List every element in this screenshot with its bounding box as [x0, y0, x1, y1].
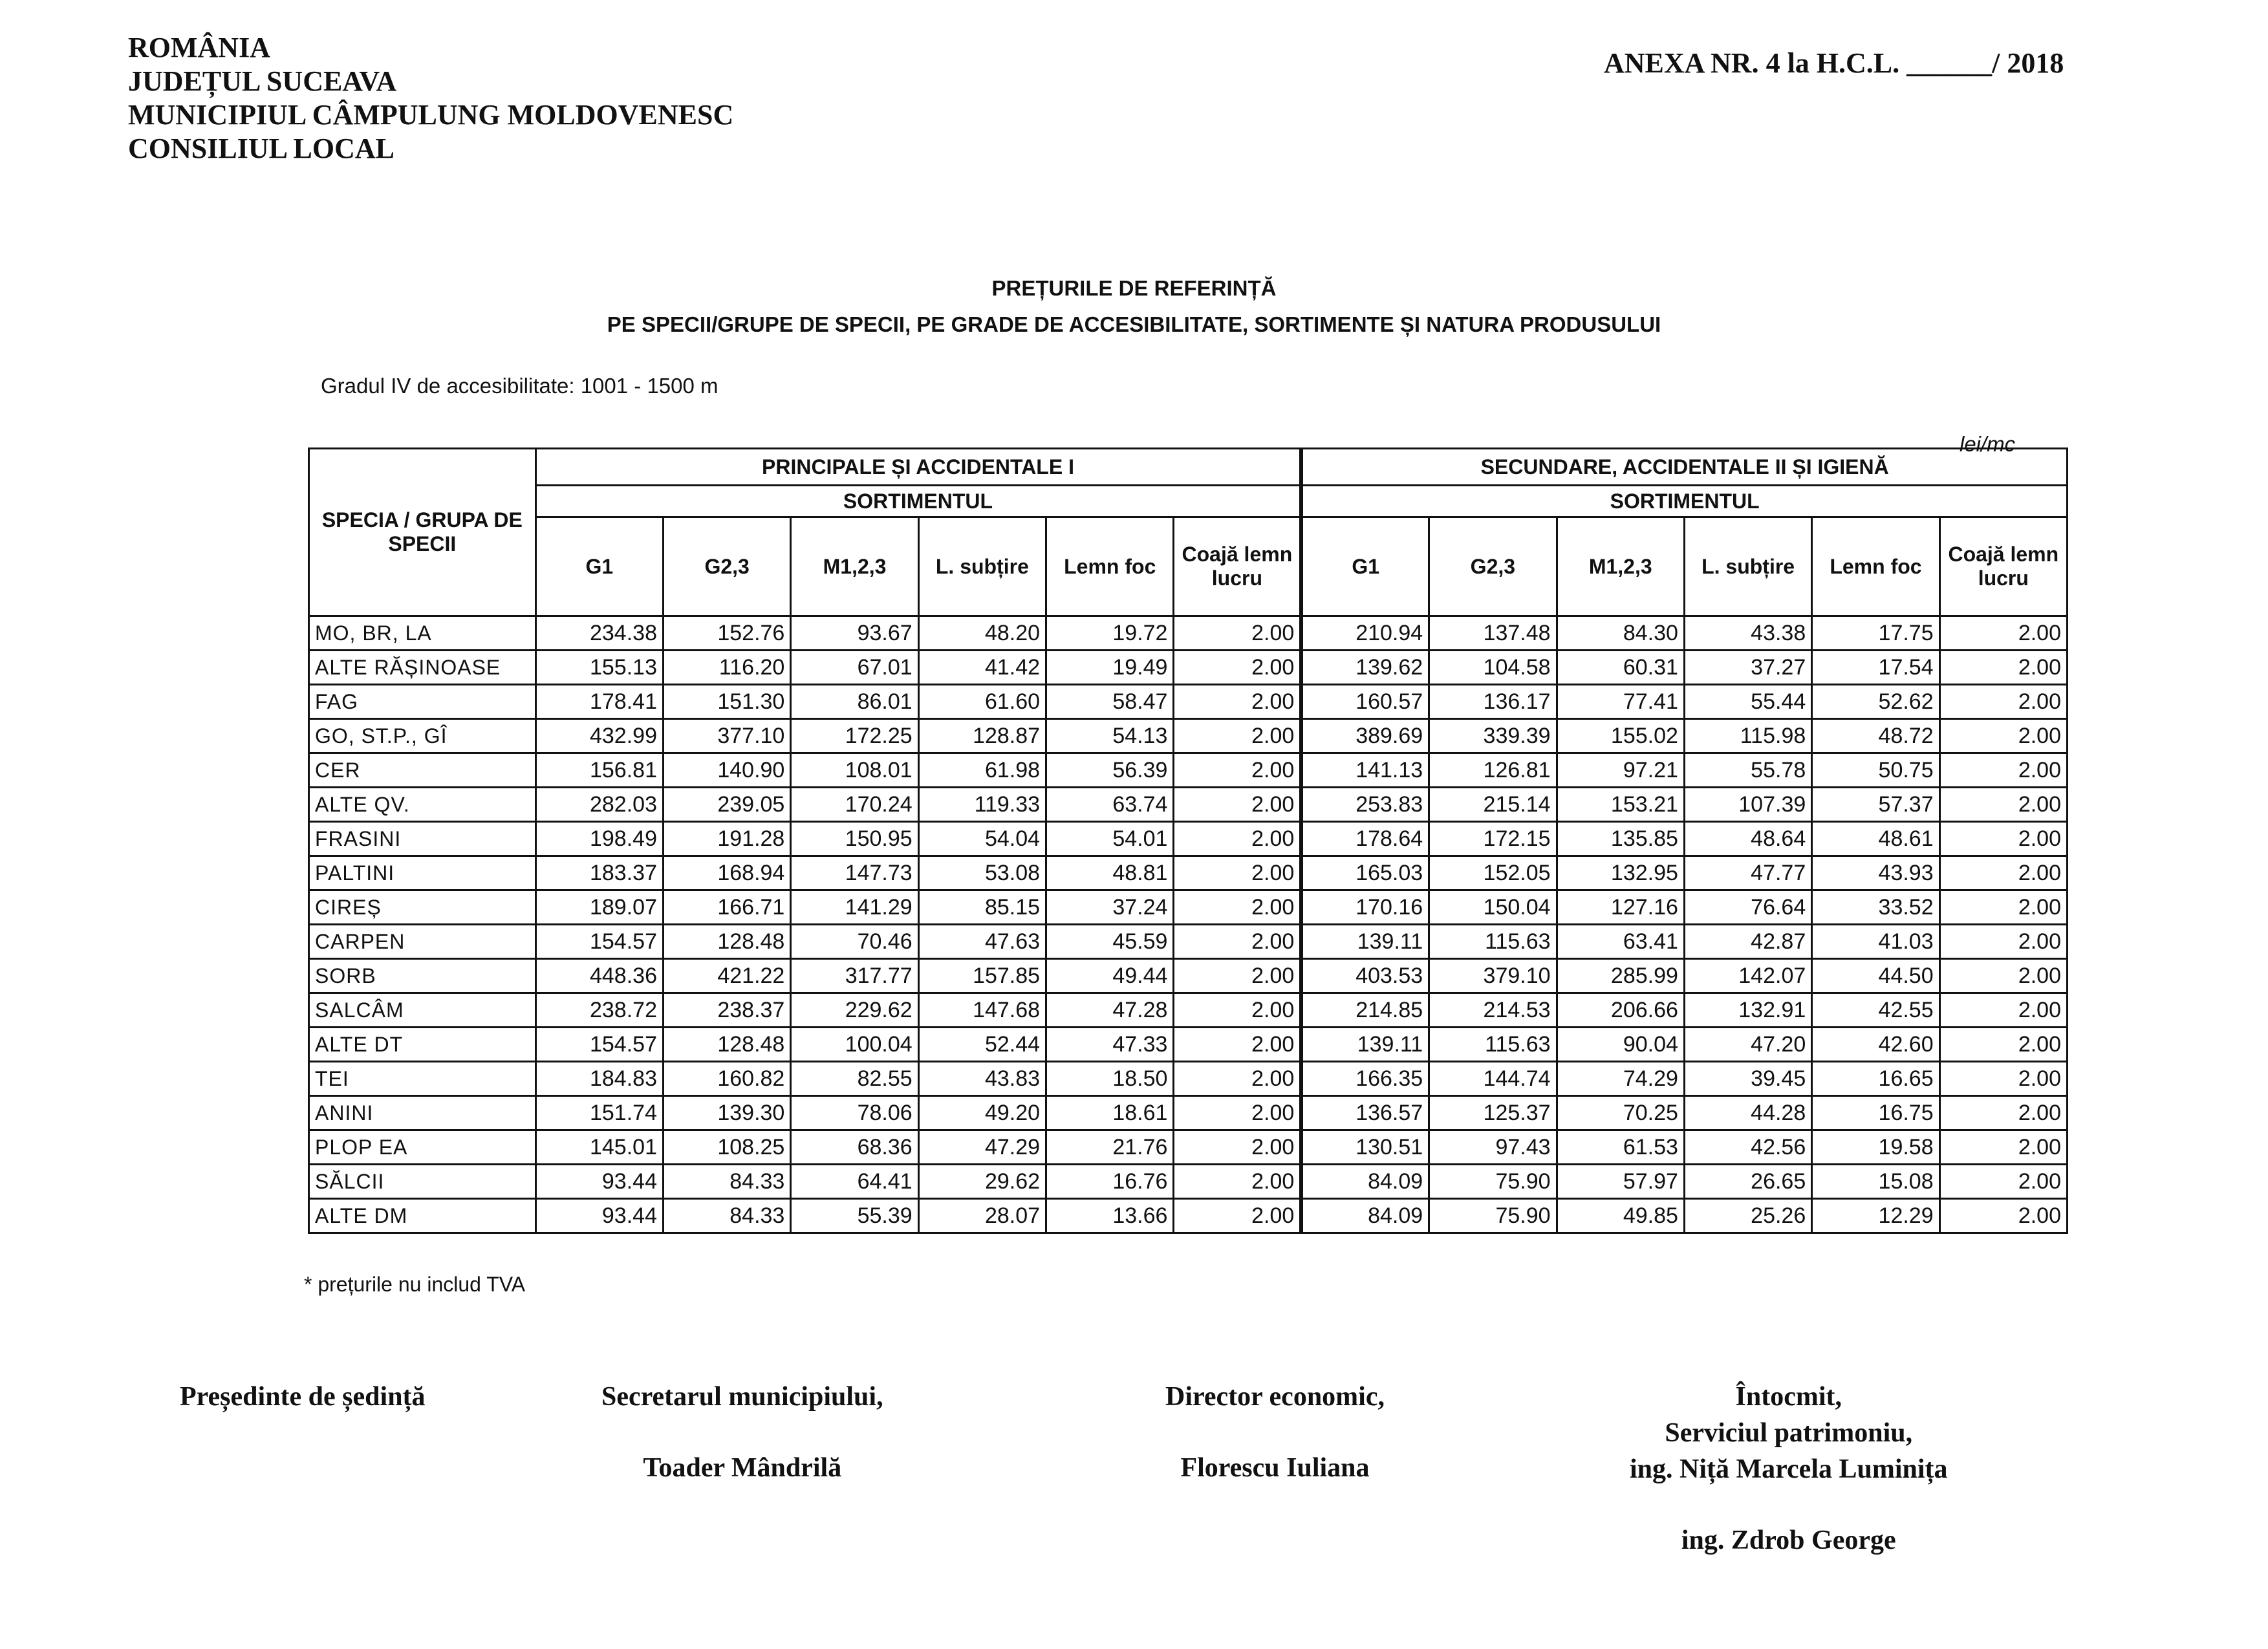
price-cell: 2.00 — [1939, 1028, 2067, 1062]
price-cell: 139.30 — [663, 1096, 790, 1130]
price-cell: 47.20 — [1684, 1028, 1811, 1062]
col-header-g1: G1 — [535, 517, 663, 616]
price-cell: 2.00 — [1174, 616, 1301, 651]
price-cell: 168.94 — [663, 856, 790, 890]
price-cell: 43.38 — [1684, 616, 1811, 651]
price-cell: 172.25 — [791, 719, 918, 753]
price-cell: 178.64 — [1301, 822, 1429, 856]
price-cell: 39.45 — [1684, 1062, 1811, 1096]
table-row — [309, 1130, 2068, 1165]
price-cell: 2.00 — [1939, 993, 2067, 1028]
issuer-line-council: CONSILIUL LOCAL — [128, 133, 395, 164]
issuer-line-country: ROMÂNIA — [128, 32, 270, 63]
price-cell: 75.90 — [1429, 1165, 1557, 1199]
price-cell: 139.11 — [1301, 1028, 1429, 1062]
price-cell: 49.44 — [1046, 959, 1174, 993]
price-cell: 2.00 — [1939, 959, 2067, 993]
species-cell: ANINI — [309, 1096, 536, 1130]
price-cell: 18.50 — [1046, 1062, 1174, 1096]
price-cell: 282.03 — [535, 788, 663, 822]
price-cell: 13.66 — [1046, 1199, 1174, 1233]
species-cell: CER — [309, 753, 536, 788]
col-header-coaja: Coajă lemn lucru — [1174, 517, 1301, 616]
price-cell: 93.44 — [535, 1199, 663, 1233]
price-cell: 84.09 — [1301, 1165, 1429, 1199]
price-cell: 115.98 — [1684, 719, 1811, 753]
price-cell: 2.00 — [1174, 1130, 1301, 1165]
price-cell: 214.85 — [1301, 993, 1429, 1028]
table-row — [309, 890, 2068, 925]
price-cell: 37.27 — [1684, 651, 1811, 685]
species-cell: GO, ST.P., GÎ — [309, 719, 536, 753]
table-row — [309, 753, 2068, 788]
price-cell: 238.37 — [663, 993, 790, 1028]
price-cell: 141.29 — [791, 890, 918, 925]
price-table-body — [309, 616, 2068, 1233]
price-cell: 151.30 — [663, 685, 790, 719]
price-cell: 21.76 — [1046, 1130, 1174, 1165]
author-title: Întocmit, — [1735, 1382, 1842, 1412]
price-cell: 137.48 — [1429, 616, 1557, 651]
price-cell: 2.00 — [1174, 1062, 1301, 1096]
price-cell: 52.44 — [918, 1028, 1046, 1062]
price-cell: 151.74 — [535, 1096, 663, 1130]
price-cell: 55.39 — [791, 1199, 918, 1233]
price-cell: 42.56 — [1684, 1130, 1811, 1165]
price-cell: 2.00 — [1174, 1165, 1301, 1199]
price-cell: 2.00 — [1174, 753, 1301, 788]
table-row — [309, 856, 2068, 890]
price-cell: 18.61 — [1046, 1096, 1174, 1130]
price-cell: 84.33 — [663, 1165, 790, 1199]
price-cell: 239.05 — [663, 788, 790, 822]
price-cell: 132.91 — [1684, 993, 1811, 1028]
price-cell: 55.44 — [1684, 685, 1811, 719]
price-cell: 41.42 — [918, 651, 1046, 685]
price-cell: 48.20 — [918, 616, 1046, 651]
price-cell: 48.72 — [1812, 719, 1939, 753]
table-row — [309, 993, 2068, 1028]
price-cell: 77.41 — [1557, 685, 1684, 719]
species-cell: ALTE DM — [309, 1199, 536, 1233]
price-cell: 47.29 — [918, 1130, 1046, 1165]
price-cell: 15.08 — [1812, 1165, 1939, 1199]
table-row — [309, 1165, 2068, 1199]
species-cell: ALTE DT — [309, 1028, 536, 1062]
price-cell: 128.48 — [663, 1028, 790, 1062]
price-cell: 55.78 — [1684, 753, 1811, 788]
signature-president — [180, 1379, 426, 1415]
title-line-1: PREȚURILE DE REFERINȚĂ — [991, 276, 1277, 300]
price-cell: 48.61 — [1812, 822, 1939, 856]
price-cell: 139.62 — [1301, 651, 1429, 685]
sortiment-header-secondary: SORTIMENTUL — [1301, 486, 2067, 517]
price-cell: 421.22 — [663, 959, 790, 993]
col-header-g1: G1 — [1301, 517, 1429, 616]
price-cell: 115.63 — [1429, 925, 1557, 959]
price-cell: 86.01 — [791, 685, 918, 719]
price-cell: 119.33 — [918, 788, 1046, 822]
species-cell: PALTINI — [309, 856, 536, 890]
price-cell: 93.67 — [791, 616, 918, 651]
group-header-principal: PRINCIPALE ȘI ACCIDENTALE I — [535, 449, 1301, 486]
price-cell: 33.52 — [1812, 890, 1939, 925]
price-cell: 142.07 — [1684, 959, 1811, 993]
price-cell: 2.00 — [1939, 719, 2067, 753]
price-cell: 2.00 — [1939, 890, 2067, 925]
price-cell: 19.58 — [1812, 1130, 1939, 1165]
table-row — [309, 959, 2068, 993]
price-cell: 61.98 — [918, 753, 1046, 788]
price-table — [308, 447, 2068, 1234]
price-cell: 26.65 — [1684, 1165, 1811, 1199]
price-cell: 253.83 — [1301, 788, 1429, 822]
price-cell: 56.39 — [1046, 753, 1174, 788]
price-cell: 44.50 — [1812, 959, 1939, 993]
price-cell: 2.00 — [1174, 993, 1301, 1028]
price-cell: 53.08 — [918, 856, 1046, 890]
price-cell: 47.33 — [1046, 1028, 1174, 1062]
col-header-lemn-foc: Lemn foc — [1046, 517, 1174, 616]
price-cell: 115.63 — [1429, 1028, 1557, 1062]
price-cell: 85.15 — [918, 890, 1046, 925]
price-cell: 84.33 — [663, 1199, 790, 1233]
table-row — [309, 1096, 2068, 1130]
price-cell: 97.43 — [1429, 1130, 1557, 1165]
price-cell: 155.13 — [535, 651, 663, 685]
price-cell: 126.81 — [1429, 753, 1557, 788]
price-cell: 2.00 — [1939, 856, 2067, 890]
issuer-header — [128, 31, 733, 166]
price-cell: 155.02 — [1557, 719, 1684, 753]
price-cell: 160.82 — [663, 1062, 790, 1096]
price-cell: 153.21 — [1557, 788, 1684, 822]
price-cell: 16.76 — [1046, 1165, 1174, 1199]
price-cell: 44.28 — [1684, 1096, 1811, 1130]
species-cell: ALTE RĂȘINOASE — [309, 651, 536, 685]
price-cell: 70.25 — [1557, 1096, 1684, 1130]
footnote: * prețurile nu includ TVA — [304, 1273, 526, 1296]
president-title: Președinte de ședință — [180, 1382, 426, 1412]
species-cell: SĂLCII — [309, 1165, 536, 1199]
price-cell: 2.00 — [1939, 925, 2067, 959]
price-cell: 229.62 — [791, 993, 918, 1028]
issuer-line-county: JUDEȚUL SUCEAVA — [128, 65, 397, 97]
price-cell: 198.49 — [535, 822, 663, 856]
price-cell: 2.00 — [1174, 1096, 1301, 1130]
species-cell: CIREȘ — [309, 890, 536, 925]
price-cell: 448.36 — [535, 959, 663, 993]
price-cell: 191.28 — [663, 822, 790, 856]
price-cell: 12.29 — [1812, 1199, 1939, 1233]
signature-author — [1630, 1379, 1948, 1558]
species-cell: FRASINI — [309, 822, 536, 856]
price-cell: 147.68 — [918, 993, 1046, 1028]
price-cell: 389.69 — [1301, 719, 1429, 753]
table-row — [309, 925, 2068, 959]
species-column-header: SPECIA / GRUPA DE SPECII — [309, 449, 536, 616]
price-cell: 108.25 — [663, 1130, 790, 1165]
price-cell: 2.00 — [1939, 1096, 2067, 1130]
price-cell: 2.00 — [1939, 651, 2067, 685]
price-cell: 2.00 — [1939, 1062, 2067, 1096]
col-header-lemn-foc: Lemn foc — [1812, 517, 1939, 616]
price-cell: 215.14 — [1429, 788, 1557, 822]
price-cell: 206.66 — [1557, 993, 1684, 1028]
price-cell: 2.00 — [1939, 753, 2067, 788]
title-line-2: PE SPECII/GRUPE DE SPECII, PE GRADE DE ACCESIBILITATE, SORTIMENTE ȘI NATURA PRODUSULUI — [607, 312, 1661, 336]
species-cell: CARPEN — [309, 925, 536, 959]
price-cell: 28.07 — [918, 1199, 1046, 1233]
price-cell: 42.87 — [1684, 925, 1811, 959]
price-cell: 104.58 — [1429, 651, 1557, 685]
secretary-title: Secretarul municipiului, — [601, 1382, 883, 1412]
price-cell: 47.77 — [1684, 856, 1811, 890]
price-cell: 68.36 — [791, 1130, 918, 1165]
price-cell: 90.04 — [1557, 1028, 1684, 1062]
price-cell: 49.85 — [1557, 1199, 1684, 1233]
price-cell: 82.55 — [791, 1062, 918, 1096]
price-cell: 189.07 — [535, 890, 663, 925]
price-cell: 2.00 — [1939, 1130, 2067, 1165]
price-cell: 2.00 — [1174, 788, 1301, 822]
price-cell: 48.64 — [1684, 822, 1811, 856]
price-cell: 140.90 — [663, 753, 790, 788]
price-cell: 64.41 — [791, 1165, 918, 1199]
price-cell: 130.51 — [1301, 1130, 1429, 1165]
price-cell: 49.20 — [918, 1096, 1046, 1130]
price-cell: 48.81 — [1046, 856, 1174, 890]
sortiment-header-principal: SORTIMENTUL — [535, 486, 1301, 517]
price-cell: 2.00 — [1939, 616, 2067, 651]
price-cell: 166.35 — [1301, 1062, 1429, 1096]
price-cell: 84.09 — [1301, 1199, 1429, 1233]
price-cell: 339.39 — [1429, 719, 1557, 753]
price-cell: 19.72 — [1046, 616, 1174, 651]
species-cell: ALTE QV. — [309, 788, 536, 822]
col-header-lsubtire: L. subțire — [918, 517, 1046, 616]
price-cell: 42.60 — [1812, 1028, 1939, 1062]
author-name-1: ing. Niță Marcela Luminița — [1630, 1454, 1948, 1484]
price-cell: 2.00 — [1939, 822, 2067, 856]
price-cell: 2.00 — [1174, 890, 1301, 925]
price-cell: 157.85 — [918, 959, 1046, 993]
species-cell: TEI — [309, 1062, 536, 1096]
price-cell: 154.57 — [535, 1028, 663, 1062]
price-cell: 107.39 — [1684, 788, 1811, 822]
price-cell: 165.03 — [1301, 856, 1429, 890]
price-cell: 183.37 — [535, 856, 663, 890]
secretary-name: Toader Mândrilă — [643, 1453, 842, 1483]
price-cell: 42.55 — [1812, 993, 1939, 1028]
price-cell: 141.13 — [1301, 753, 1429, 788]
price-cell: 234.38 — [535, 616, 663, 651]
group-header-secondary: SECUNDARE, ACCIDENTALE II ȘI IGIENĂ — [1301, 449, 2067, 486]
accessibility-grade: Gradul IV de accesibilitate: 1001 - 1500 m — [321, 374, 718, 398]
price-cell: 67.01 — [791, 651, 918, 685]
price-cell: 52.62 — [1812, 685, 1939, 719]
price-cell: 25.26 — [1684, 1199, 1811, 1233]
price-cell: 50.75 — [1812, 753, 1939, 788]
price-cell: 285.99 — [1557, 959, 1684, 993]
price-cell: 139.11 — [1301, 925, 1429, 959]
price-cell: 63.41 — [1557, 925, 1684, 959]
price-cell: 75.90 — [1429, 1199, 1557, 1233]
price-cell: 54.13 — [1046, 719, 1174, 753]
price-cell: 150.95 — [791, 822, 918, 856]
price-cell: 61.53 — [1557, 1130, 1684, 1165]
price-cell: 178.41 — [535, 685, 663, 719]
price-cell: 2.00 — [1174, 959, 1301, 993]
price-cell: 150.04 — [1429, 890, 1557, 925]
author-department: Serviciul patrimoniu, — [1665, 1418, 1913, 1448]
price-cell: 238.72 — [535, 993, 663, 1028]
price-cell: 45.59 — [1046, 925, 1174, 959]
col-header-m123: M1,2,3 — [1557, 517, 1684, 616]
price-cell: 135.85 — [1557, 822, 1684, 856]
price-cell: 132.95 — [1557, 856, 1684, 890]
price-cell: 379.10 — [1429, 959, 1557, 993]
price-cell: 2.00 — [1174, 651, 1301, 685]
price-cell: 214.53 — [1429, 993, 1557, 1028]
species-cell: SALCÂM — [309, 993, 536, 1028]
col-header-g23: G2,3 — [1429, 517, 1557, 616]
price-cell: 61.60 — [918, 685, 1046, 719]
price-cell: 116.20 — [663, 651, 790, 685]
price-cell: 58.47 — [1046, 685, 1174, 719]
species-cell: SORB — [309, 959, 536, 993]
price-cell: 172.15 — [1429, 822, 1557, 856]
price-cell: 17.54 — [1812, 651, 1939, 685]
price-cell: 54.04 — [918, 822, 1046, 856]
price-cell: 156.81 — [535, 753, 663, 788]
price-cell: 74.29 — [1557, 1062, 1684, 1096]
price-cell: 41.03 — [1812, 925, 1939, 959]
table-row — [309, 788, 2068, 822]
price-cell: 152.76 — [663, 616, 790, 651]
director-title: Director economic, — [1165, 1382, 1385, 1412]
price-cell: 160.57 — [1301, 685, 1429, 719]
price-cell: 403.53 — [1301, 959, 1429, 993]
table-row — [309, 1199, 2068, 1233]
price-cell: 152.05 — [1429, 856, 1557, 890]
price-cell: 170.24 — [791, 788, 918, 822]
price-cell: 43.93 — [1812, 856, 1939, 890]
price-cell: 432.99 — [535, 719, 663, 753]
col-header-m123: M1,2,3 — [791, 517, 918, 616]
price-cell: 93.44 — [535, 1165, 663, 1199]
price-cell: 166.71 — [663, 890, 790, 925]
director-name: Florescu Iuliana — [1180, 1453, 1370, 1483]
price-cell: 154.57 — [535, 925, 663, 959]
price-cell: 2.00 — [1174, 856, 1301, 890]
table-row — [309, 1028, 2068, 1062]
table-row — [309, 719, 2068, 753]
price-cell: 57.97 — [1557, 1165, 1684, 1199]
col-header-g23: G2,3 — [663, 517, 790, 616]
price-cell: 144.74 — [1429, 1062, 1557, 1096]
document-title — [0, 270, 2268, 343]
price-cell: 184.83 — [535, 1062, 663, 1096]
species-cell: FAG — [309, 685, 536, 719]
issuer-line-municipality: MUNICIPIUL CÂMPULUNG MOLDOVENESC — [128, 99, 734, 131]
species-cell: MO, BR, LA — [309, 616, 536, 651]
price-cell: 125.37 — [1429, 1096, 1557, 1130]
price-cell: 97.21 — [1557, 753, 1684, 788]
price-cell: 17.75 — [1812, 616, 1939, 651]
price-cell: 170.16 — [1301, 890, 1429, 925]
price-cell: 210.94 — [1301, 616, 1429, 651]
species-cell: PLOP EA — [309, 1130, 536, 1165]
col-header-coaja: Coajă lemn lucru — [1939, 517, 2067, 616]
table-row — [309, 685, 2068, 719]
col-header-lsubtire: L. subțire — [1684, 517, 1811, 616]
price-cell: 47.28 — [1046, 993, 1174, 1028]
price-cell: 2.00 — [1174, 685, 1301, 719]
unit-label: lei/mc — [1960, 432, 2016, 456]
price-cell: 317.77 — [791, 959, 918, 993]
price-cell: 108.01 — [791, 753, 918, 788]
price-cell: 37.24 — [1046, 890, 1174, 925]
price-cell: 136.57 — [1301, 1096, 1429, 1130]
table-row — [309, 1062, 2068, 1096]
price-table-container — [308, 447, 2068, 1234]
price-cell: 19.49 — [1046, 651, 1174, 685]
price-cell: 377.10 — [663, 719, 790, 753]
price-cell: 76.64 — [1684, 890, 1811, 925]
price-cell: 2.00 — [1174, 822, 1301, 856]
price-cell: 2.00 — [1939, 1199, 2067, 1233]
price-cell: 128.48 — [663, 925, 790, 959]
signature-director — [1165, 1379, 1385, 1486]
price-cell: 47.63 — [918, 925, 1046, 959]
price-cell: 2.00 — [1174, 719, 1301, 753]
signature-secretary — [601, 1379, 883, 1486]
price-cell: 16.65 — [1812, 1062, 1939, 1096]
price-cell: 16.75 — [1812, 1096, 1939, 1130]
price-cell: 43.83 — [918, 1062, 1046, 1096]
price-cell: 147.73 — [791, 856, 918, 890]
price-cell: 100.04 — [791, 1028, 918, 1062]
price-cell: 127.16 — [1557, 890, 1684, 925]
price-cell: 29.62 — [918, 1165, 1046, 1199]
price-cell: 145.01 — [535, 1130, 663, 1165]
price-cell: 78.06 — [791, 1096, 918, 1130]
price-cell: 2.00 — [1939, 1165, 2067, 1199]
price-cell: 136.17 — [1429, 685, 1557, 719]
price-cell: 60.31 — [1557, 651, 1684, 685]
price-cell: 54.01 — [1046, 822, 1174, 856]
price-cell: 2.00 — [1174, 1199, 1301, 1233]
price-cell: 63.74 — [1046, 788, 1174, 822]
price-cell: 57.37 — [1812, 788, 1939, 822]
price-cell: 2.00 — [1939, 685, 2067, 719]
author-name-2: ing. Zdrob George — [1681, 1525, 1896, 1555]
price-cell: 128.87 — [918, 719, 1046, 753]
price-cell: 2.00 — [1174, 1028, 1301, 1062]
price-cell: 2.00 — [1174, 925, 1301, 959]
annex-reference: ANEXA NR. 4 la H.C.L. ______/ 2018 — [1604, 47, 2064, 79]
table-row — [309, 651, 2068, 685]
price-cell: 84.30 — [1557, 616, 1684, 651]
table-row — [309, 822, 2068, 856]
price-cell: 2.00 — [1939, 788, 2067, 822]
table-row — [309, 616, 2068, 651]
price-cell: 70.46 — [791, 925, 918, 959]
